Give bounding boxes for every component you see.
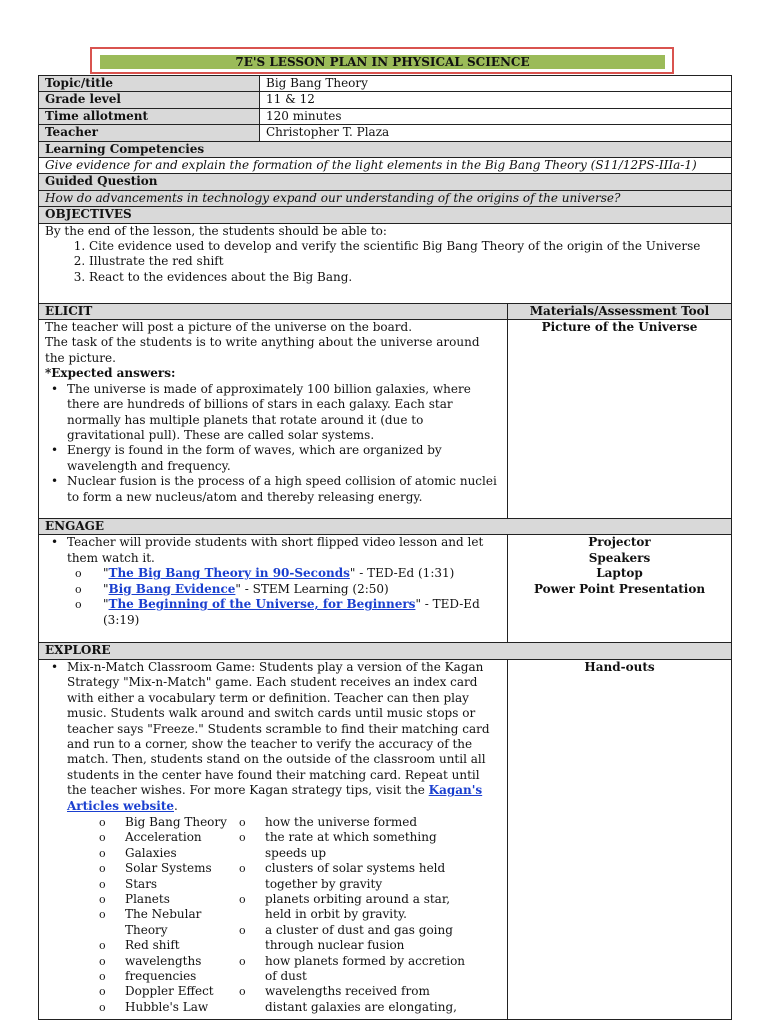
engage-list (45, 535, 501, 566)
vocabulary-definition: o the rate at which something speeds up (265, 830, 475, 861)
quote-mark: " (103, 581, 109, 596)
objective-item: 1. Cite evidence used to develop and verify the scientific Big Bang Theory of the origin of the Universe (89, 239, 725, 254)
material-item: Projector (588, 535, 651, 550)
video-item (103, 582, 501, 597)
video-link[interactable]: The Big Bang Theory in 90-Seconds (108, 566, 350, 581)
elicit-material: Picture of the Universe (508, 320, 732, 519)
explore-list (45, 660, 501, 814)
time-value: 120 minutes (260, 108, 732, 124)
vocabulary-term: o Planets (125, 892, 235, 907)
document-title: 7E'S LESSON PLAN IN PHYSICAL SCIENCE (100, 55, 665, 69)
explore-body (39, 659, 508, 1019)
vocabulary-term: o Acceleration (125, 830, 235, 845)
elicit-line: The task of the students is to write anything about the universe around the picture. (45, 335, 480, 365)
materials-heading: Materials/Assessment Tool (508, 303, 732, 319)
vocabulary-term: o Big Bang Theory (125, 815, 235, 830)
objective-item: 2. Illustrate the red shift (89, 254, 725, 269)
list-item: • Nuclear fusion is the process of a high speed collision of atomic nuclei to form a new nucleus/atom and thereby releasing energy. (67, 474, 501, 505)
guided-question-text: How do advancements in technology expand our understanding of the origins of the universe? (39, 190, 732, 206)
vocabulary-definition: o planets orbiting around a star, held in orbit by gravity. (265, 892, 475, 923)
expected-answers-list (45, 382, 501, 505)
expected-answers-label: *Expected answers: (45, 366, 176, 381)
video-source: " - STEM Learning (2:50) (235, 581, 389, 596)
explore-text: Mix-n-Match Classroom Game: Students play a version of the Kagan Strategy "Mix-n-Match" game. Each student receives an index card with either a vocabulary term or definition. Teacher can then play music. Students walk around and switch cards until music stops or teacher says "Freeze." Students scramble to find their matching card and run to a corner, show the teacher to verify the accuracy of the match. Then, students stand on the outside of the classroom until all students in the center have found their matching card. Repeat until the teacher wishes. For more Kagan strategy tips, visit the (67, 659, 490, 798)
teacher-label: Teacher (39, 125, 260, 141)
vocabulary-term: o Doppler Effect (125, 984, 235, 999)
list-item: • Energy is found in the form of waves, which are organized by wavelength and frequency. (67, 443, 501, 474)
video-source: " - TED-Ed (3:19) (103, 597, 480, 627)
video-source: " - TED-Ed (1:31) (349, 566, 455, 581)
title-frame (90, 47, 674, 74)
objectives-list (45, 239, 725, 285)
vocabulary-definition: o wavelengths received from distant galaxies are elongating, (265, 984, 475, 1015)
elicit-body (39, 320, 508, 519)
teacher-value: Christopher T. Plaza (260, 125, 732, 141)
definitions-list (235, 815, 475, 1015)
kagan-link[interactable]: Kagan's Articles website (67, 783, 483, 813)
explore-material: Hand-outs (508, 659, 732, 1019)
terms-list (45, 815, 235, 1015)
video-link[interactable]: The Beginning of the Universe, for Beginners (108, 597, 416, 612)
competencies-heading: Learning Competencies (39, 141, 732, 157)
info-row-teacher (39, 125, 732, 141)
list-item: • Teacher will provide students with short flipped video lesson and let them watch it. (67, 535, 501, 566)
vocabulary-term: o Stars (125, 877, 235, 892)
list-item (67, 660, 501, 814)
objectives-intro: By the end of the lesson, the students should be able to: (45, 223, 387, 238)
vocabulary-term: o wavelengths (125, 954, 235, 969)
quote-mark: " (103, 597, 109, 612)
vocabulary-columns (45, 815, 501, 1015)
material-item: Speakers (588, 550, 651, 565)
vocabulary-term: o The Nebular Theory (125, 907, 235, 938)
vocabulary-term: o Hubble's Law (125, 1000, 235, 1015)
elicit-heading: ELICIT (39, 303, 508, 319)
material-item: Power Point Presentation (533, 581, 706, 596)
info-row-topic (39, 76, 732, 92)
material-item: Laptop (596, 566, 643, 581)
topic-value: Big Bang Theory (260, 76, 732, 92)
objectives-heading: OBJECTIVES (39, 207, 732, 223)
definitions-column (235, 815, 475, 1015)
video-link[interactable]: Big Bang Evidence (108, 581, 236, 596)
vocabulary-definition: o a cluster of dust and gas going through nuclear fusion (265, 923, 475, 954)
engage-heading: ENGAGE (39, 519, 732, 535)
vocabulary-term: o Galaxies (125, 846, 235, 861)
info-row-time (39, 108, 732, 124)
grade-value: 11 & 12 (260, 92, 732, 108)
vocabulary-definition: o how the universe formed (265, 815, 475, 830)
info-row-grade (39, 92, 732, 108)
vocabulary-term: o frequencies (125, 969, 235, 984)
vocabulary-definition: o how planets formed by accretion of dust (265, 954, 475, 985)
topic-label: Topic/title (39, 76, 260, 92)
objective-item: 3. React to the evidences about the Big Bang. (89, 270, 725, 285)
time-label: Time allotment (39, 108, 260, 124)
objectives-body (39, 223, 732, 303)
guided-question-heading: Guided Question (39, 174, 732, 190)
video-item (103, 597, 501, 628)
list-item: • The universe is made of approximately 100 billion galaxies, where there are hundreds of billions of stars in each galaxy. Each star normally has multiple planets that rotate around it (due to gravitational pull). These are called solar systems. (67, 382, 501, 444)
vocabulary-term: o Solar Systems (125, 861, 235, 876)
grade-label: Grade level (39, 92, 260, 108)
terms-column (45, 815, 235, 1015)
quote-mark: " (103, 566, 109, 581)
vocabulary-term: o Red shift (125, 938, 235, 953)
video-list (45, 566, 501, 628)
elicit-line: The teacher will post a picture of the universe on the board. (45, 320, 413, 335)
video-item (103, 566, 501, 581)
punctuation: . (174, 798, 178, 813)
engage-materials (508, 535, 732, 643)
explore-heading: EXPLORE (39, 643, 732, 659)
lesson-plan-table (38, 75, 732, 1020)
competencies-text: Give evidence for and explain the formation of the light elements in the Big Bang Theory (S11/12PS-IIIa-1) (39, 158, 732, 174)
engage-body (39, 535, 508, 643)
vocabulary-definition: o clusters of solar systems held together by gravity (265, 861, 475, 892)
